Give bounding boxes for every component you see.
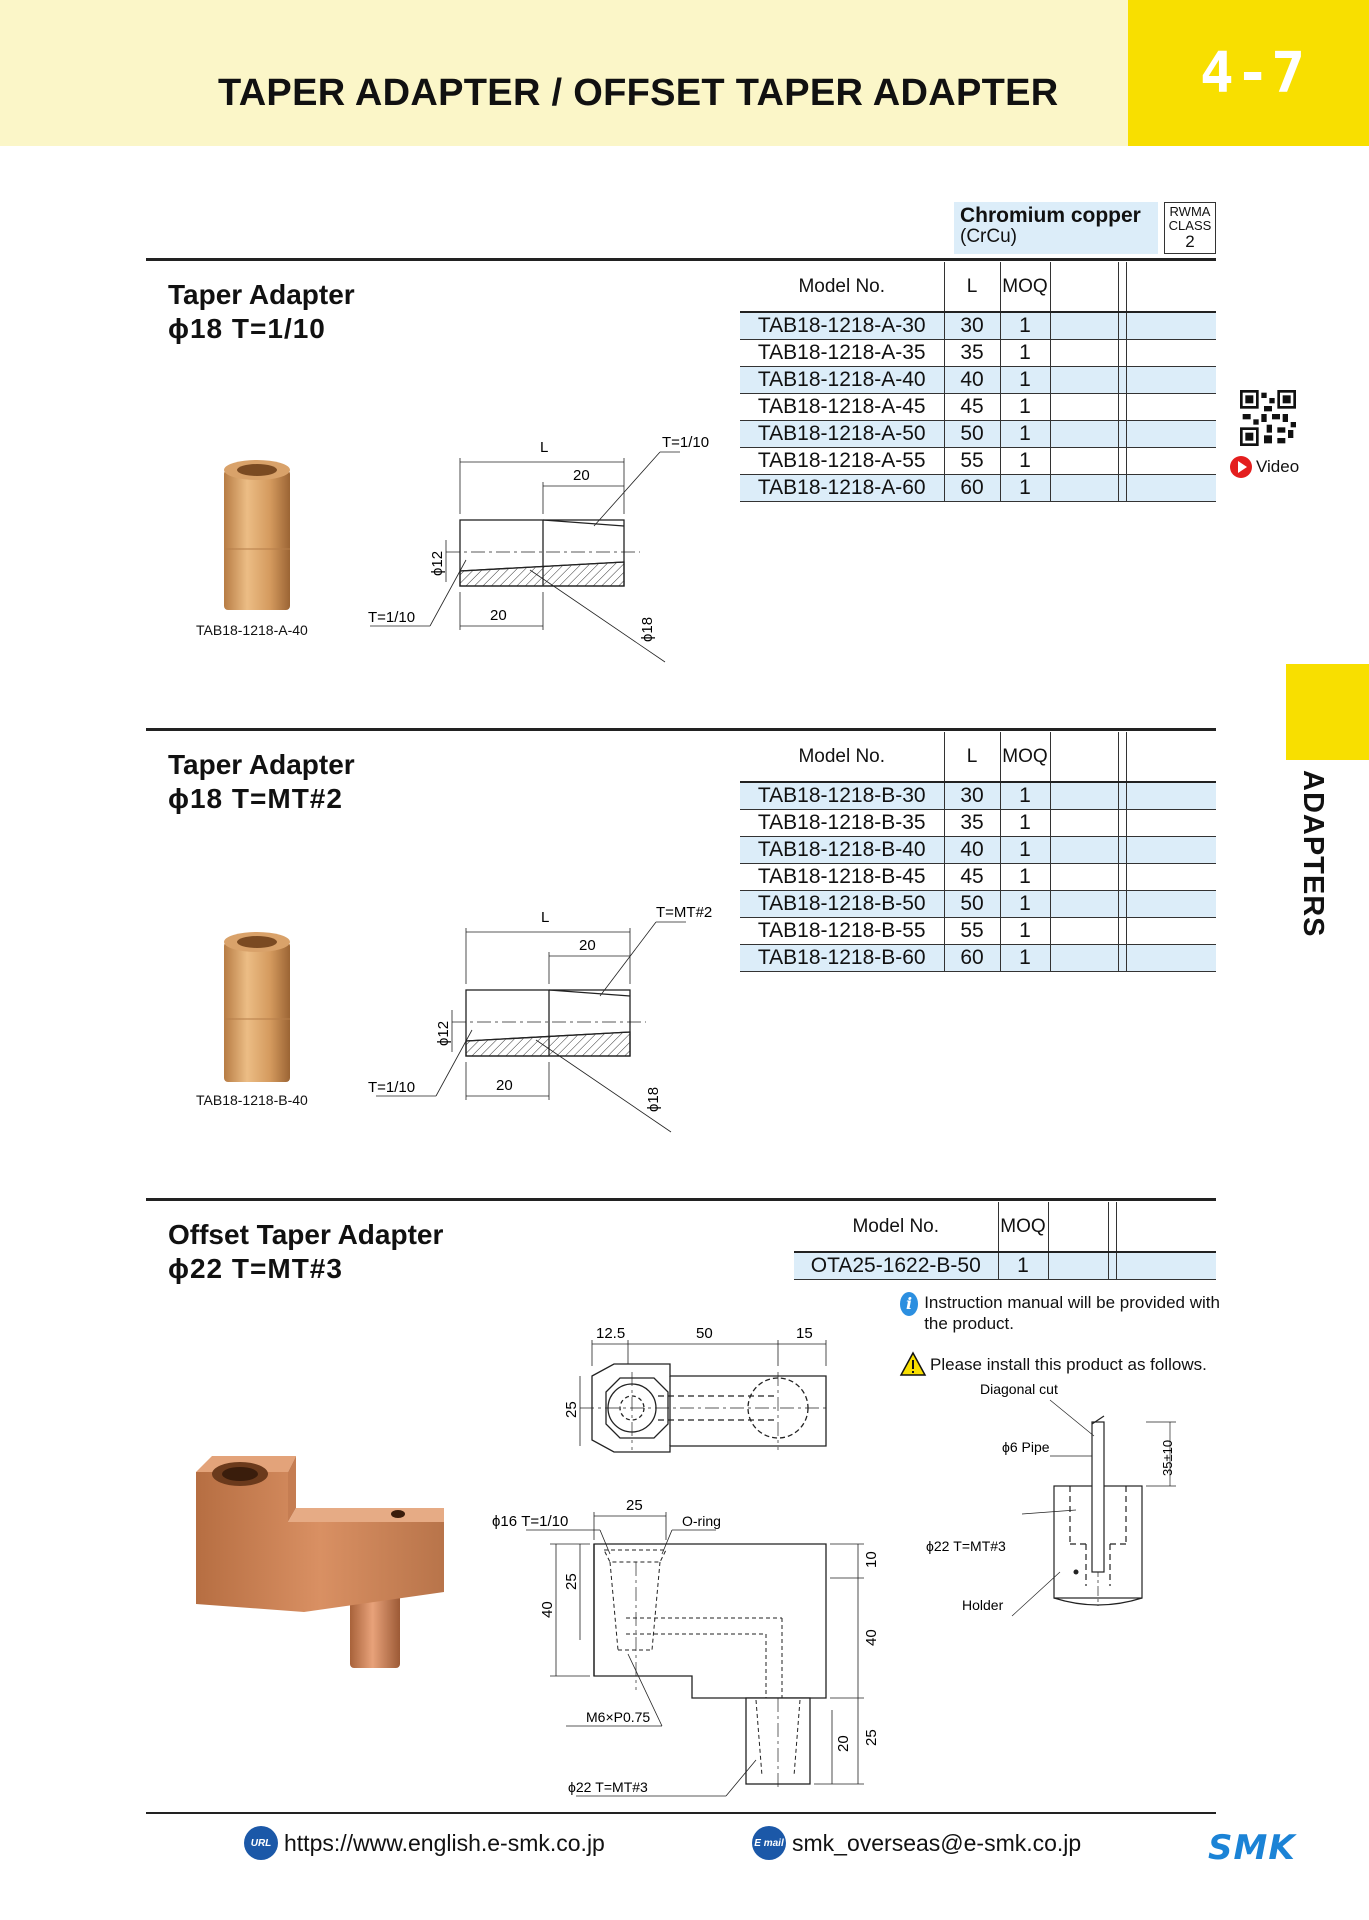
length: 35 xyxy=(944,340,1000,367)
section-c-spec: ϕ22 T=MT#3 xyxy=(168,1253,343,1284)
model-no: TAB18-1218-A-30 xyxy=(740,312,944,340)
dim-phi16: ϕ16 T=1/10 xyxy=(492,1513,569,1530)
taper-label-left: T=1/10 xyxy=(368,1079,416,1096)
info-icon: i xyxy=(900,1292,918,1316)
install-taper: ϕ22 T=MT#3 xyxy=(926,1538,1006,1554)
page-title: TAPER ADAPTER / OFFSET TAPER ADAPTER xyxy=(218,72,1059,114)
qr-code-icon[interactable] xyxy=(1240,390,1296,446)
length: 35 xyxy=(944,810,1000,837)
table-row[interactable] xyxy=(740,782,1216,810)
install-pipe: ϕ6 Pipe xyxy=(1002,1439,1050,1455)
dim-20: 20 xyxy=(835,1735,852,1752)
material-formula: (CrCu) xyxy=(960,226,1017,247)
install-diagonal-cut: Diagonal cut xyxy=(980,1381,1058,1397)
rwma-class-label: CLASS xyxy=(1168,218,1212,233)
install-holder: Holder xyxy=(962,1597,1004,1613)
product-photo-b xyxy=(222,930,292,1085)
table-row[interactable] xyxy=(740,475,1216,502)
drawing-section-c-top xyxy=(540,1316,840,1456)
model-no: TAB18-1218-B-40 xyxy=(740,837,944,864)
length: 40 xyxy=(944,837,1000,864)
section-b-table xyxy=(740,732,1216,972)
rwma-class-number: 2 xyxy=(1185,232,1195,251)
dim-phi18: ϕ18 xyxy=(639,616,656,642)
dim-phi12: ϕ12 xyxy=(429,550,446,576)
moq: 1 xyxy=(1000,394,1050,421)
length: 60 xyxy=(944,945,1000,972)
moq: 1 xyxy=(1000,475,1050,502)
dim-15: 15 xyxy=(796,1325,813,1342)
moq: 1 xyxy=(1000,367,1050,394)
footer-url-text: https://www.english.e-smk.co.jp xyxy=(284,1829,605,1856)
photo-caption-a: TAB18-1218-A-40 xyxy=(196,622,308,638)
section-b-rule xyxy=(146,728,1216,731)
dim-40-right: 40 xyxy=(863,1629,880,1646)
dim-l: L xyxy=(540,439,549,456)
section-c-title: Offset Taper Adapter xyxy=(168,1219,444,1250)
table-row[interactable] xyxy=(740,918,1216,945)
header-l: L xyxy=(944,732,1000,782)
model-no: TAB18-1218-A-35 xyxy=(740,340,944,367)
dim-40-left: 40 xyxy=(539,1601,556,1618)
email-badge-icon: E mail xyxy=(752,1826,786,1860)
header-model: Model No. xyxy=(794,1202,998,1252)
table-row[interactable] xyxy=(740,312,1216,340)
table-row[interactable] xyxy=(740,864,1216,891)
model-no: TAB18-1218-B-35 xyxy=(740,810,944,837)
material-box xyxy=(954,202,1158,254)
page-number: 4-7 xyxy=(1128,0,1369,146)
length: 60 xyxy=(944,475,1000,502)
dim-25-left: 25 xyxy=(563,1573,580,1590)
table-row[interactable] xyxy=(740,421,1216,448)
header-model: Model No. xyxy=(740,262,944,312)
table-row[interactable] xyxy=(740,367,1216,394)
drawing-section-b xyxy=(356,900,713,1140)
section-b-spec: ϕ18 T=MT#2 xyxy=(168,783,343,814)
moq: 1 xyxy=(1000,782,1050,810)
length: 30 xyxy=(944,312,1000,340)
label-thread: M6×P0.75 xyxy=(586,1709,651,1725)
moq: 1 xyxy=(998,1252,1048,1280)
dim-phi12: ϕ12 xyxy=(435,1020,452,1046)
dim-25-bottom: 25 xyxy=(863,1729,880,1746)
moq: 1 xyxy=(1000,945,1050,972)
dim-12-5: 12.5 xyxy=(596,1325,626,1342)
header-moq: MOQ xyxy=(1000,732,1050,782)
table-row[interactable] xyxy=(740,945,1216,972)
section-c-table xyxy=(794,1202,1216,1280)
section-a-rule xyxy=(146,258,1216,261)
section-c-rule xyxy=(146,1198,1216,1201)
section-a-table xyxy=(740,262,1216,502)
length: 55 xyxy=(944,918,1000,945)
model-no: TAB18-1218-A-50 xyxy=(740,421,944,448)
rwma-class-box xyxy=(1164,202,1216,254)
side-tab-label: ADAPTERS xyxy=(1297,770,1329,938)
table-row[interactable] xyxy=(740,891,1216,918)
footer-rule xyxy=(146,1812,1216,1814)
footer-url-link[interactable] xyxy=(244,1826,605,1860)
moq: 1 xyxy=(1000,891,1050,918)
model-no: OTA25-1622-B-50 xyxy=(794,1252,998,1280)
moq: 1 xyxy=(1000,864,1050,891)
dim-phi22: ϕ22 T=MT#3 xyxy=(568,1779,648,1795)
url-badge-icon: URL xyxy=(244,1826,278,1860)
moq: 1 xyxy=(1000,448,1050,475)
length: 55 xyxy=(944,448,1000,475)
footer-email-text: smk_overseas@e-smk.co.jp xyxy=(792,1829,1082,1856)
moq: 1 xyxy=(1000,837,1050,864)
table-row[interactable] xyxy=(740,340,1216,367)
side-tab-marker xyxy=(1286,664,1369,760)
warning-text: Please install this product as follows. xyxy=(930,1354,1207,1374)
install-dim-35: 35±10 xyxy=(1160,1439,1175,1476)
length: 30 xyxy=(944,782,1000,810)
info-note xyxy=(900,1292,1220,1334)
moq: 1 xyxy=(1000,340,1050,367)
taper-label-left: T=1/10 xyxy=(368,609,416,626)
model-no: TAB18-1218-A-45 xyxy=(740,394,944,421)
moq: 1 xyxy=(1000,421,1050,448)
model-no: TAB18-1218-B-60 xyxy=(740,945,944,972)
dim-20-bottom: 20 xyxy=(496,1077,513,1094)
footer-email-link[interactable] xyxy=(752,1826,1081,1860)
length: 40 xyxy=(944,367,1000,394)
install-diagram xyxy=(920,1376,1200,1616)
table-row[interactable] xyxy=(740,394,1216,421)
taper-label-top: T=1/10 xyxy=(662,434,710,451)
model-no: TAB18-1218-A-40 xyxy=(740,367,944,394)
drawing-section-c-side xyxy=(486,1470,906,1800)
dim-20-bottom: 20 xyxy=(490,607,507,624)
dim-l: L xyxy=(541,909,550,926)
model-no: TAB18-1218-A-55 xyxy=(740,448,944,475)
drawing-section-a xyxy=(350,430,710,670)
photo-caption-b: TAB18-1218-B-40 xyxy=(196,1092,308,1108)
moq: 1 xyxy=(1000,810,1050,837)
video-label: Video xyxy=(1256,457,1300,476)
length: 45 xyxy=(944,394,1000,421)
moq: 1 xyxy=(1000,918,1050,945)
moq: 1 xyxy=(1000,312,1050,340)
play-icon xyxy=(1230,456,1252,478)
length: 50 xyxy=(944,421,1000,448)
dim-50: 50 xyxy=(696,1325,713,1342)
dim-phi18: ϕ18 xyxy=(645,1086,662,1112)
section-a-spec: ϕ18 T=1/10 xyxy=(168,313,326,344)
header-model: Model No. xyxy=(740,732,944,782)
header-moq: MOQ xyxy=(1000,262,1050,312)
dim-25-top: 25 xyxy=(563,1401,580,1418)
length: 45 xyxy=(944,864,1000,891)
header-l: L xyxy=(944,262,1000,312)
video-link[interactable] xyxy=(1230,456,1299,478)
rwma-label: RWMA xyxy=(1169,204,1211,219)
smk-logo: SMK xyxy=(1208,1828,1296,1868)
model-no: TAB18-1218-B-30 xyxy=(740,782,944,810)
table-row[interactable] xyxy=(794,1252,1216,1280)
dim-25-mid: 25 xyxy=(626,1497,643,1514)
section-a-title: Taper Adapter xyxy=(168,279,355,310)
warning-note xyxy=(900,1352,1220,1376)
header-moq: MOQ xyxy=(998,1202,1048,1252)
taper-label-top: T=MT#2 xyxy=(656,904,713,921)
info-text: Instruction manual will be provided with the product. xyxy=(924,1293,1220,1333)
model-no: TAB18-1218-B-50 xyxy=(740,891,944,918)
length: 50 xyxy=(944,891,1000,918)
model-no: TAB18-1218-B-55 xyxy=(740,918,944,945)
material-name: Chromium copper xyxy=(960,204,1141,227)
table-row[interactable] xyxy=(740,448,1216,475)
warning-icon xyxy=(900,1352,926,1376)
dim-10: 10 xyxy=(863,1551,880,1568)
dim-20-top: 20 xyxy=(579,937,596,954)
model-no: TAB18-1218-B-45 xyxy=(740,864,944,891)
table-row[interactable] xyxy=(740,837,1216,864)
product-photo-c xyxy=(192,1452,452,1672)
section-b-title: Taper Adapter xyxy=(168,749,355,780)
model-no: TAB18-1218-A-60 xyxy=(740,475,944,502)
product-photo-a xyxy=(222,458,292,613)
table-row[interactable] xyxy=(740,810,1216,837)
label-oring: O-ring xyxy=(682,1513,721,1529)
dim-20-top: 20 xyxy=(573,467,590,484)
